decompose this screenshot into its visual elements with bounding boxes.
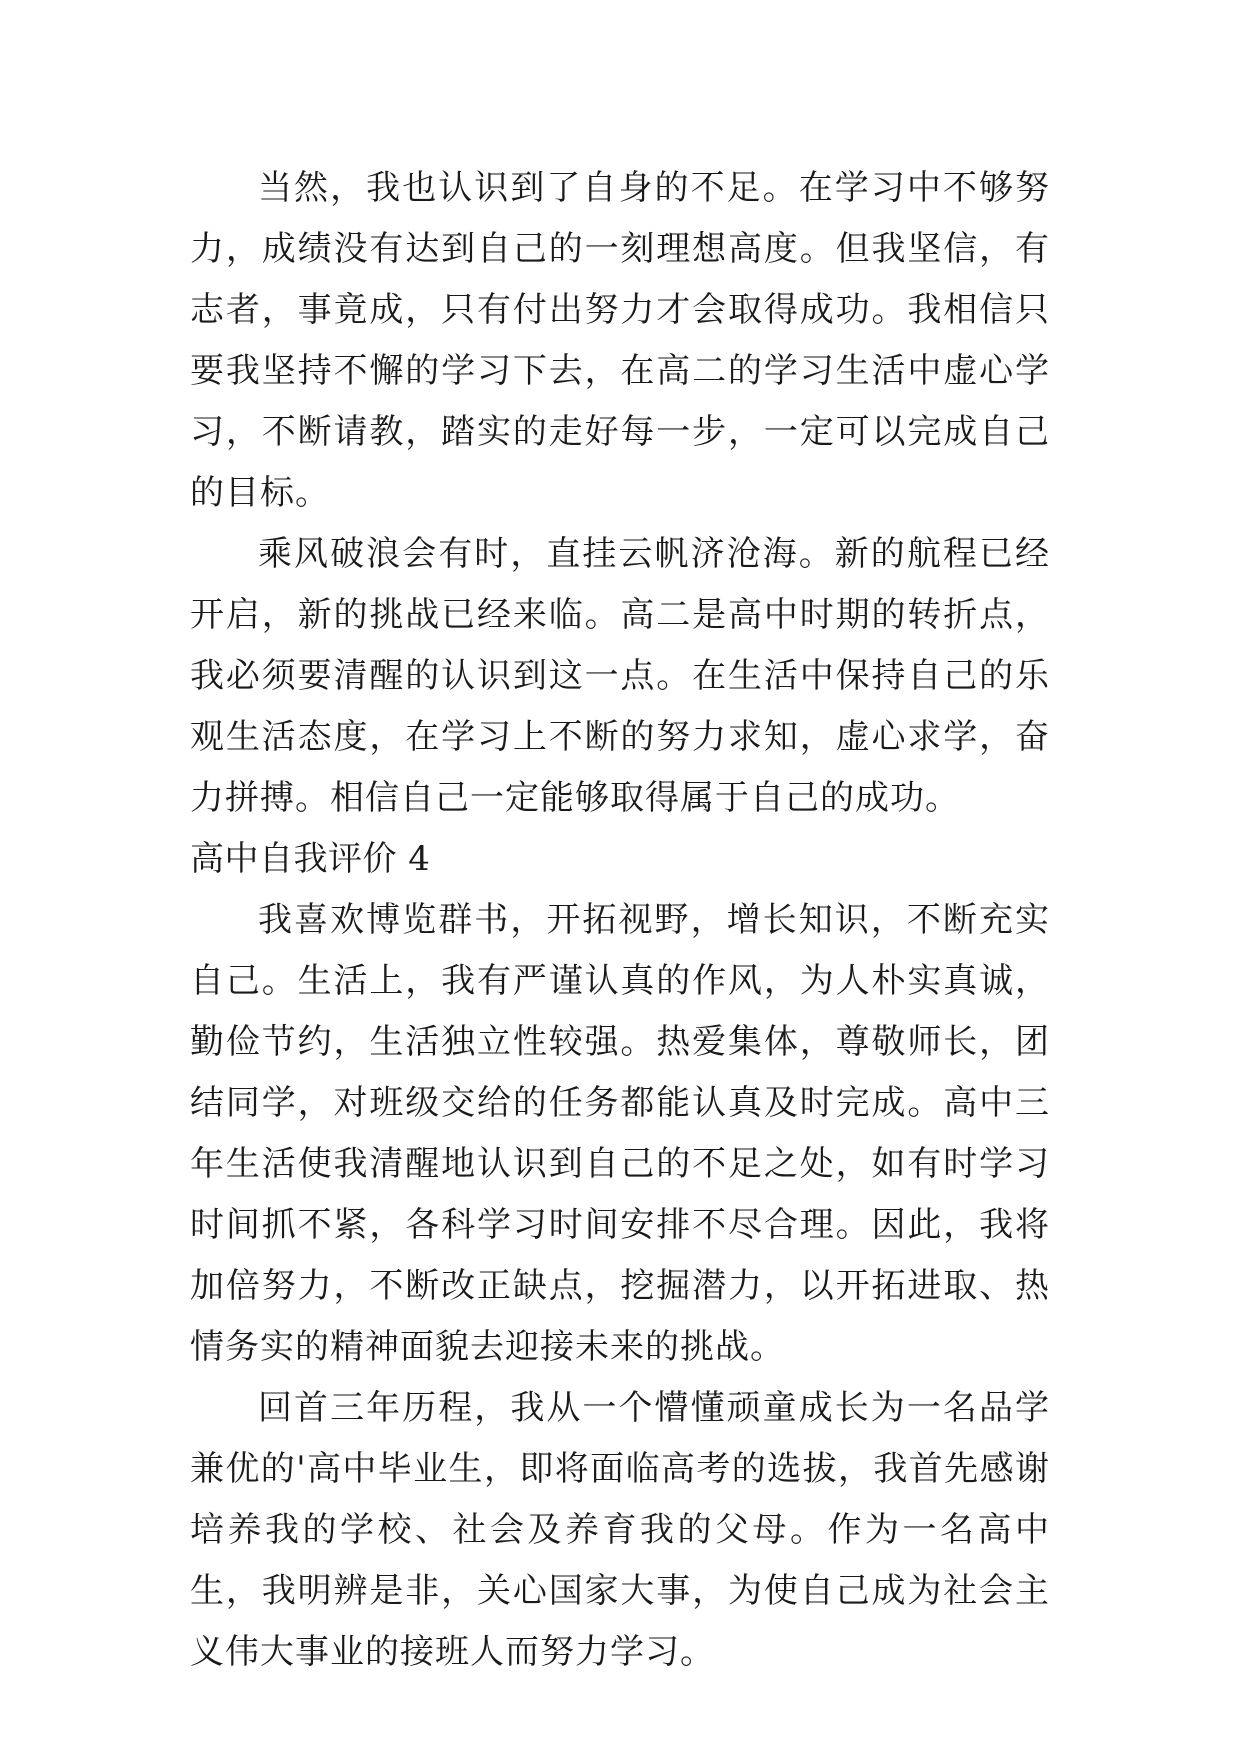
section-heading: 高中自我评价 4 bbox=[190, 839, 431, 879]
document-body bbox=[190, 158, 1050, 1683]
paragraph-three-years: 回首三年历程，我从一个懵懂顽童成长为一名品学兼优的'高中毕业生，即将面临高考的选拔，我首先感谢培养我的学校、社会及养育我的父母。作为一名高中生，我明辨是非，关心国家大事，为使自己成为社会主义伟大事业的接班人而努力学习。 bbox=[190, 1388, 1050, 1672]
paragraph-self-reflection: 当然，我也认识到了自身的不足。在学习中不够努力，成绩没有达到自己的一刻理想高度。但我坚信，有志者，事竟成，只有付出努力才会取得成功。我相信只要我坚持不懈的学习下去，在高二的学习生活中虚心学习，不断请教，踏实的走好每一步，一定可以完成自己的目标。 bbox=[190, 168, 1050, 513]
paragraph-reading-habits: 我喜欢博览群书，开拓视野，增长知识，不断充实自己。生活上，我有严谨认真的作风，为人朴实真诚，勤俭节约，生活独立性较强。热爱集体，尊敬师长，团结同学，对班级交给的任务都能认真及时完成。高中三年生活使我清醒地认识到自己的不足之处，如有时学习时间抓不紧，各科学习时间安排不尽合理。因此，我将加倍努力，不断改正缺点，挖掘潜力，以开拓进取、热情务实的精神面貌去迎接未来的挑战。 bbox=[190, 900, 1050, 1367]
paragraph-new-challenge: 乘风破浪会有时，直挂云帆济沧海。新的航程已经开启，新的挑战已经来临。高二是高中时期的转折点，我必须要清醒的认识到这一点。在生活中保持自己的乐观生活态度，在学习上不断的努力求知，虚心求学，奋力拼搏。相信自己一定能够取得属于自己的成功。 bbox=[190, 534, 1050, 818]
